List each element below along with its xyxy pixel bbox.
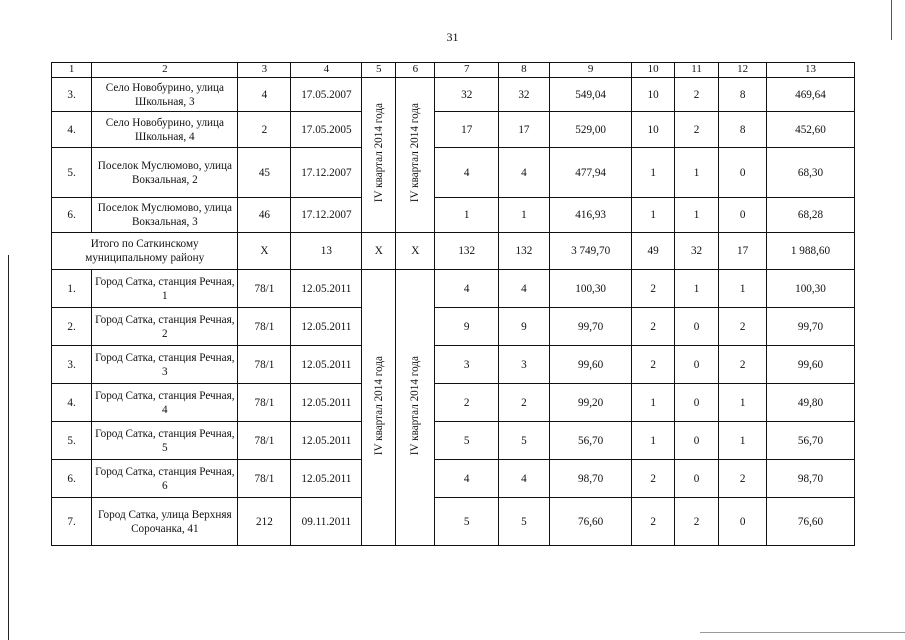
table-row [52,384,855,422]
value-cell: 477,94 [549,148,632,198]
value-cell: 5 [498,498,549,546]
address-cell: Город Сатка, станция Речная, 4 [92,384,238,422]
table-row [52,270,855,308]
value-cell: 2 [632,270,674,308]
value-cell: 0 [719,198,767,233]
value-cell: 4 [435,148,499,198]
value-cell: 2 [674,78,718,112]
column-header: 12 [719,63,767,78]
value-cell: 32 [435,78,499,112]
row-number: 5. [52,148,92,198]
column-header: 5 [362,63,396,78]
quarter-vertical-label: IV квартал 2014 года [409,103,422,203]
quarter-vertical-label: IV квартал 2014 года [372,355,385,456]
total-value: 132 [498,233,549,270]
quarter-col6 [396,270,435,546]
value-cell: 0 [674,346,718,384]
value-cell: 56,70 [549,422,632,460]
address-cell: Город Сатка, станция Речная, 3 [92,346,238,384]
value-cell: 5 [435,422,499,460]
column-header: 4 [291,63,362,78]
house-number-cell: 78/1 [238,346,291,384]
value-cell: 32 [498,78,549,112]
value-cell: 17 [498,112,549,148]
total-label: Итого по Саткинскому муниципальному району [52,233,238,270]
house-number-cell: 78/1 [238,270,291,308]
table-row [52,148,855,198]
date-cell: 12.05.2011 [291,384,362,422]
value-cell: 68,30 [766,148,854,198]
address-cell: Село Новобурино, улица Школьная, 3 [92,78,238,112]
quarter-vertical-label: IV квартал 2014 года [409,355,422,456]
house-number-cell: 2 [238,112,291,148]
address-cell: Город Сатка, улица Верхняя Сорочанка, 41 [92,498,238,546]
table-row [52,346,855,384]
value-cell: 0 [719,148,767,198]
value-cell: 1 [719,270,767,308]
value-cell: 529,00 [549,112,632,148]
address-cell: Город Сатка, станция Речная, 5 [92,422,238,460]
value-cell: 76,60 [549,498,632,546]
value-cell: 1 [674,148,718,198]
total-value: 17 [719,233,767,270]
value-cell: 0 [674,308,718,346]
table-body [52,63,855,546]
value-cell: 9 [435,308,499,346]
column-header: 2 [92,63,238,78]
value-cell: 56,70 [766,422,854,460]
value-cell: 2 [719,308,767,346]
total-value: X [362,233,396,270]
column-header: 1 [52,63,92,78]
value-cell: 76,60 [766,498,854,546]
value-cell: 1 [435,198,499,233]
value-cell: 0 [674,422,718,460]
value-cell: 0 [719,498,767,546]
value-cell: 2 [632,346,674,384]
quarter-col5 [362,78,396,233]
value-cell: 2 [674,498,718,546]
value-cell: 2 [719,460,767,498]
quarter-vertical-label: IV квартал 2014 года [372,103,385,203]
column-header: 8 [498,63,549,78]
value-cell: 4 [498,270,549,308]
value-cell: 4 [435,460,499,498]
address-cell: Город Сатка, станция Речная, 6 [92,460,238,498]
value-cell: 99,20 [549,384,632,422]
address-cell: Город Сатка, станция Речная, 1 [92,270,238,308]
row-number: 6. [52,460,92,498]
date-cell: 17.05.2007 [291,78,362,112]
row-number: 3. [52,78,92,112]
address-cell: Поселок Муслюмово, улица Вокзальная, 2 [92,148,238,198]
scan-edge-line-right [891,0,892,40]
value-cell: 10 [632,112,674,148]
date-cell: 12.05.2011 [291,460,362,498]
column-header: 3 [238,63,291,78]
total-value: 1 988,60 [766,233,854,270]
date-cell: 12.05.2011 [291,346,362,384]
column-number-row [52,63,855,78]
value-cell: 4 [498,460,549,498]
table-row [52,112,855,148]
house-number-cell: 78/1 [238,384,291,422]
address-cell: Поселок Муслюмово, улица Вокзальная, 3 [92,198,238,233]
value-cell: 8 [719,112,767,148]
row-number: 7. [52,498,92,546]
table-row [52,198,855,233]
value-cell: 99,70 [766,308,854,346]
value-cell: 2 [498,384,549,422]
row-number: 4. [52,112,92,148]
total-value: 3 749,70 [549,233,632,270]
column-header: 11 [674,63,718,78]
value-cell: 2 [632,460,674,498]
house-number-cell: 46 [238,198,291,233]
date-cell: 12.05.2011 [291,270,362,308]
total-value: 13 [291,233,362,270]
value-cell: 1 [674,270,718,308]
column-header: 6 [396,63,435,78]
value-cell: 3 [435,346,499,384]
date-cell: 17.12.2007 [291,198,362,233]
value-cell: 4 [435,270,499,308]
scan-edge-line-left [8,255,9,640]
total-value: X [396,233,435,270]
page-number: 31 [446,30,459,44]
value-cell: 2 [435,384,499,422]
row-number: 5. [52,422,92,460]
value-cell: 9 [498,308,549,346]
date-cell: 09.11.2011 [291,498,362,546]
value-cell: 2 [674,112,718,148]
house-number-cell: 212 [238,498,291,546]
total-value: 132 [435,233,499,270]
table-row [52,460,855,498]
total-row [52,233,855,270]
value-cell: 549,04 [549,78,632,112]
value-cell: 2 [719,346,767,384]
quarter-col6 [396,78,435,233]
value-cell: 98,70 [549,460,632,498]
column-header: 7 [435,63,499,78]
table-row [52,308,855,346]
value-cell: 10 [632,78,674,112]
value-cell: 98,70 [766,460,854,498]
value-cell: 1 [674,198,718,233]
value-cell: 2 [632,308,674,346]
row-number: 4. [52,384,92,422]
housing-program-table [51,62,855,546]
table-row [52,422,855,460]
value-cell: 2 [632,498,674,546]
value-cell: 8 [719,78,767,112]
row-number: 3. [52,346,92,384]
value-cell: 5 [435,498,499,546]
column-header: 10 [632,63,674,78]
row-number: 2. [52,308,92,346]
value-cell: 1 [632,148,674,198]
scan-edge-line-bottom [700,632,905,633]
value-cell: 4 [498,148,549,198]
value-cell: 100,30 [766,270,854,308]
value-cell: 99,60 [549,346,632,384]
value-cell: 3 [498,346,549,384]
value-cell: 5 [498,422,549,460]
total-value: 32 [674,233,718,270]
row-number: 1. [52,270,92,308]
date-cell: 17.12.2007 [291,148,362,198]
total-value: X [238,233,291,270]
value-cell: 1 [632,198,674,233]
value-cell: 0 [674,384,718,422]
value-cell: 1 [632,384,674,422]
house-number-cell: 78/1 [238,308,291,346]
date-cell: 17.05.2005 [291,112,362,148]
column-header: 13 [766,63,854,78]
date-cell: 12.05.2011 [291,308,362,346]
value-cell: 1 [498,198,549,233]
value-cell: 49,80 [766,384,854,422]
quarter-col5 [362,270,396,546]
table-row [52,498,855,546]
row-number: 6. [52,198,92,233]
value-cell: 469,64 [766,78,854,112]
value-cell: 416,93 [549,198,632,233]
address-cell: Село Новобурино, улица Школьная, 4 [92,112,238,148]
column-header: 9 [549,63,632,78]
value-cell: 17 [435,112,499,148]
house-number-cell: 45 [238,148,291,198]
date-cell: 12.05.2011 [291,422,362,460]
value-cell: 1 [719,384,767,422]
house-number-cell: 78/1 [238,460,291,498]
total-value: 49 [632,233,674,270]
value-cell: 68,28 [766,198,854,233]
value-cell: 100,30 [549,270,632,308]
house-number-cell: 4 [238,78,291,112]
value-cell: 99,60 [766,346,854,384]
value-cell: 1 [632,422,674,460]
house-number-cell: 78/1 [238,422,291,460]
address-cell: Город Сатка, станция Речная, 2 [92,308,238,346]
value-cell: 0 [674,460,718,498]
table-row [52,78,855,112]
value-cell: 1 [719,422,767,460]
value-cell: 452,60 [766,112,854,148]
value-cell: 99,70 [549,308,632,346]
